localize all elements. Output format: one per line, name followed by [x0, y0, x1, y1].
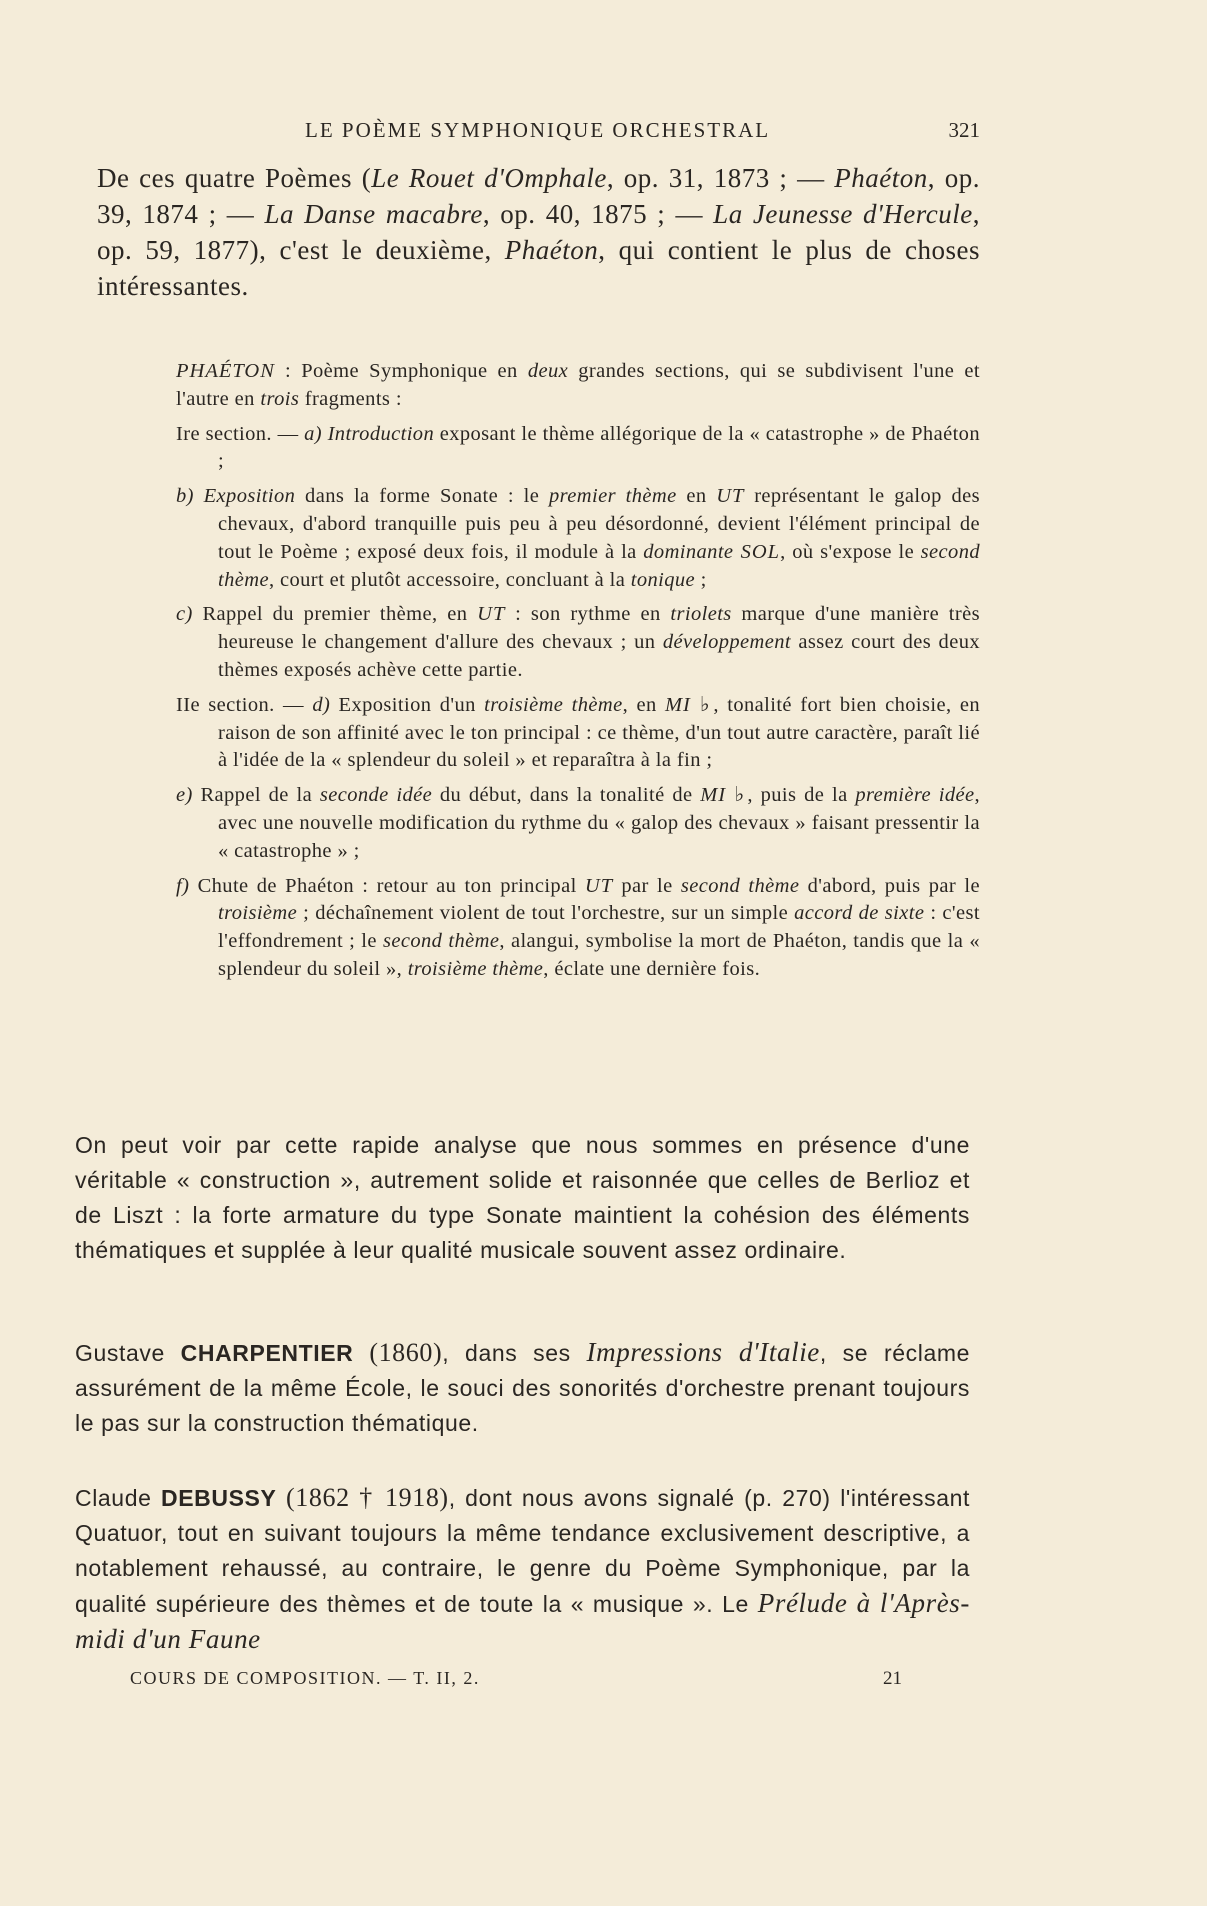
phaeton-analysis: [176, 358, 980, 991]
section-label: Ire section. —: [176, 422, 305, 445]
work-title: La Jeunesse d'Hercule: [713, 199, 973, 229]
work-title: La Danse macabre: [264, 199, 483, 229]
analysis-item-a: Ire section. — a) Introduction exposant le thème allégorique de la « catastrophe » de Phaéton ;: [176, 422, 980, 473]
analysis-item-e: e) Rappel de la seconde idée du début, dans la tonalité de MI ♭, puis de la première idée, avec une nouvelle modification du rythme du « galop des chevaux » faisant pressentir la « catastrophe » ;: [176, 784, 980, 862]
intro-paragraph: De ces quatre Poèmes (Le Rouet d'Omphale, op. 31, 1873 ; — Phaéton, op. 39, 1874 ; — La Danse macabre, op. 40, 1875 ; — La Jeunesse d'Hercule, op. 59, 1877), c'est le deuxième, Phaéton, qui contient le plus de choses intéressantes.: [97, 163, 980, 301]
page-number: 321: [948, 118, 980, 142]
debussy-paragraph: Claude DEBUSSY (1862 † 1918), dont nous avons signalé (p. 270) l'intéressant Quatuor, tout en suivant toujours la même tendance exclusivement descriptive, a notablement rehaussé, au contraire, le genre du Poème Symphonique, par la qualité supérieure des thèmes et de toute la « musique ». Le Prélude à l'Après-midi d'un Faune: [75, 1483, 970, 1654]
analysis-item-f: f) Chute de Phaéton : retour au ton principal UT par le second thème d'abord, puis par le troisième ; déchaînement violent de tout l'orchestre, sur un simple accord de sixte : c'est l'effondrement ; le second thème, alangui, symbolise la mort de Phaéton, tandis que la « splendeur du soleil », troisième thème, éclate une dernière fois.: [176, 874, 980, 980]
work-title: Prélude à l'Après-midi d'un Faune: [75, 1588, 970, 1654]
work-title: Phaéton: [504, 235, 599, 265]
work-title: Le Rouet d'Omphale: [371, 163, 607, 193]
charpentier-paragraph: Gustave CHARPENTIER (1860), dans ses Impressions d'Italie, se réclame assurément de la même École, le souci des sonorités d'orchestre prenant toujours le pas sur la construction thématique.: [75, 1337, 970, 1436]
analysis-title: PHAÉTON: [176, 360, 275, 382]
work-title: Phaéton: [834, 163, 928, 193]
running-title: LE POÈME SYMPHONIQUE ORCHESTRAL: [305, 118, 771, 142]
sheet-number: 21: [883, 1668, 902, 1689]
conclusion-paragraph: On peut voir par cette rapide analyse que nous sommes en présence d'une véritable « construction », autrement solide et raisonnée que celles de Berlioz et de Liszt : la forte armature du type Sonate maintient la cohésion des éléments thématiques et supplée à leur qualité musicale souvent assez ordinaire.: [75, 1132, 970, 1263]
composer-name: CHARPENTIER: [180, 1340, 354, 1366]
analysis-item-c: c) Rappel du premier thème, en UT : son rythme en triolets marque d'une manière très heureuse le changement d'allure des chevaux ; un développement assez court des deux thèmes exposés achève cette partie.: [176, 603, 981, 681]
work-title: Impressions d'Italie: [586, 1337, 820, 1367]
signature-mark: COURS DE COMPOSITION. — T. II, 2.: [130, 1668, 480, 1688]
analysis-lead: PHAÉTON : Poème Symphonique en deux grandes sections, qui se subdivisent l'une et l'autre en trois fragments :: [176, 360, 980, 410]
composer-name: DEBUSSY: [161, 1485, 277, 1511]
section-label: IIe section. —: [176, 693, 313, 716]
analysis-item-d: IIe section. — d) Exposition d'un troisième thème, en MI ♭, tonalité fort bien choisie, en raison de son affinité avec le ton principal : ce thème, d'un tout autre caractère, paraît lié à l'idée de la « splendeur du soleil » et reparaîtra à la fin ;: [176, 693, 980, 772]
analysis-item-b: b) Exposition dans la forme Sonate : le premier thème en UT représentant le galop des chevaux, d'abord tranquille puis peu à peu désordonné, devient l'élément principal de tout le Poème ; exposé deux fois, il module à la dominante SOL, où s'expose le second thème, court et plutôt accessoire, concluant à la tonique ;: [176, 485, 981, 591]
